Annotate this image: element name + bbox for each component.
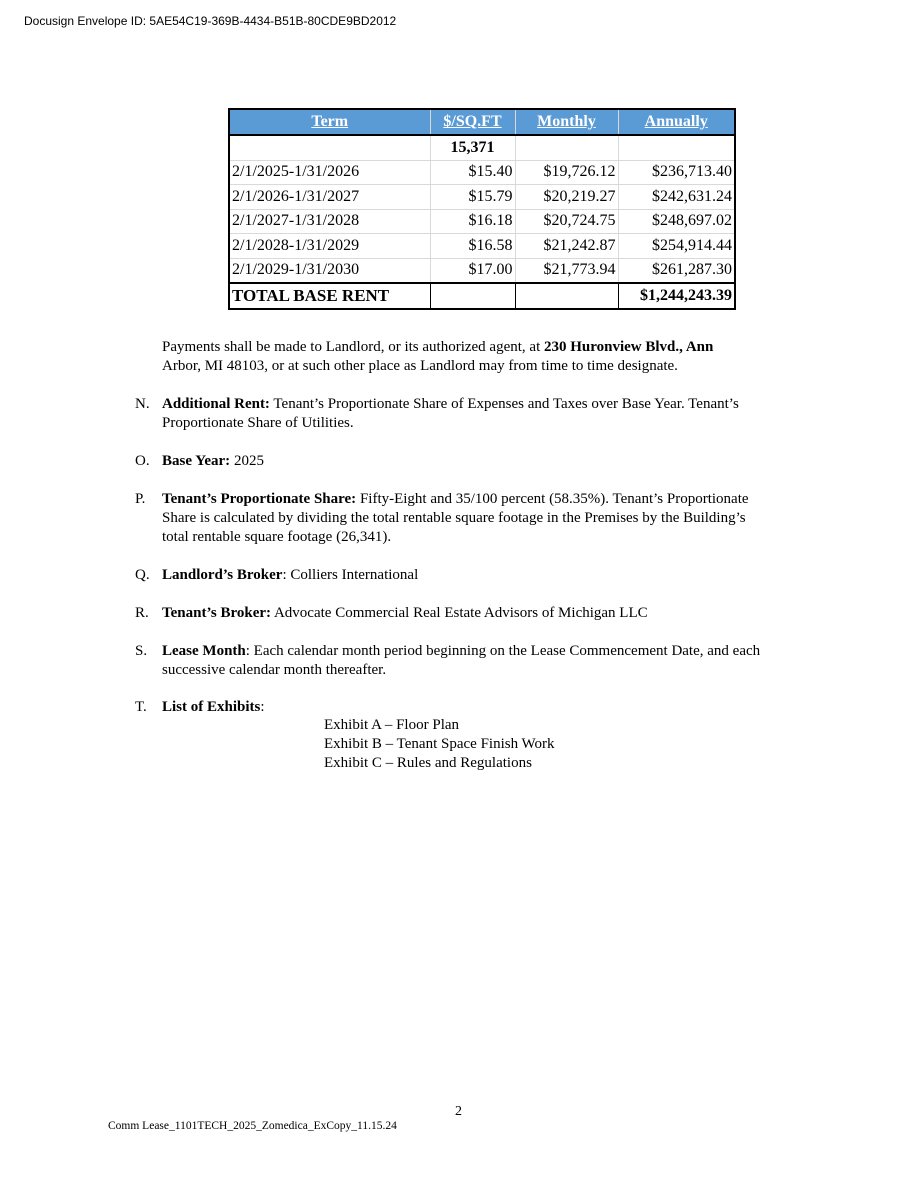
item-label: Landlord’s Broker <box>162 567 283 583</box>
psf-cell: $15.79 <box>430 185 515 210</box>
total-row <box>229 283 735 309</box>
item-letter: O. <box>135 453 150 469</box>
exhibit-c: Exhibit C – Rules and Regulations <box>324 755 532 771</box>
item-text: : Colliers International <box>282 567 419 583</box>
payments-address: 230 Huronview Blvd., Ann <box>543 339 714 355</box>
header-psf: $/SQ.FT <box>430 109 515 135</box>
monthly-cell: $21,242.87 <box>515 234 618 259</box>
item-tenant-broker <box>135 604 825 623</box>
square-feet-row <box>229 135 735 160</box>
item-label: Tenant’s Proportionate Share: <box>162 491 357 507</box>
exhibit-b: Exhibit B – Tenant Space Finish Work <box>324 736 555 752</box>
item-landlord-broker <box>135 566 825 585</box>
item-list-of-exhibits <box>135 698 825 717</box>
psf-cell: $16.58 <box>430 234 515 259</box>
item-lease-month <box>135 642 825 680</box>
table-cell <box>515 135 618 160</box>
item-label: Tenant’s Broker: <box>162 605 272 621</box>
term-cell: 2/1/2026-1/31/2027 <box>229 185 430 210</box>
item-text: Share is calculated by dividing the total rentable square footage in the Premises by the Building’s <box>162 510 746 526</box>
monthly-cell: $21,773.94 <box>515 258 618 283</box>
item-label: Additional Rent: <box>162 396 270 412</box>
exhibit-a: Exhibit A – Floor Plan <box>324 717 460 733</box>
term-cell: 2/1/2027-1/31/2028 <box>229 209 430 234</box>
item-text: 2025 <box>230 453 264 469</box>
monthly-cell: $20,724.75 <box>515 209 618 234</box>
annually-cell: $254,914.44 <box>618 234 735 259</box>
item-letter: R. <box>135 605 149 621</box>
total-value: $1,244,243.39 <box>618 283 735 309</box>
item-letter: Q. <box>135 567 150 583</box>
item-base-year <box>135 452 825 471</box>
monthly-cell: $19,726.12 <box>515 160 618 185</box>
item-text: : <box>260 699 265 715</box>
item-text: Tenant’s Proportionate Share of Expenses and Taxes over Base Year. Tenant’s <box>269 396 739 412</box>
item-label: Base Year: <box>162 453 231 469</box>
table-header-row <box>229 109 735 135</box>
table-row <box>229 160 735 185</box>
table-row <box>229 185 735 210</box>
payments-text-line2: Arbor, MI 48103, or at such other place as Landlord may from time to time designate. <box>162 358 678 374</box>
table-row <box>229 209 735 234</box>
item-text: : Each calendar month period beginning on the Lease Commencement Date, and each <box>245 643 761 659</box>
item-label: List of Exhibits <box>162 699 261 715</box>
item-letter: T. <box>135 699 147 715</box>
envelope-id: Docusign Envelope ID: 5AE54C19-369B-4434-B51B-80CDE9BD2012 <box>24 14 397 28</box>
item-letter: P. <box>135 491 146 507</box>
total-label: TOTAL BASE RENT <box>229 283 430 309</box>
table-cell <box>229 135 430 160</box>
table-cell <box>515 283 618 309</box>
term-cell: 2/1/2025-1/31/2026 <box>229 160 430 185</box>
annually-cell: $236,713.40 <box>618 160 735 185</box>
item-text: Fifty-Eight and 35/100 percent (58.35%). Tenant’s Proportionate <box>356 491 749 507</box>
rent-table-container <box>228 108 746 310</box>
table-cell <box>618 135 735 160</box>
item-letter: S. <box>135 643 148 659</box>
monthly-cell: $20,219.27 <box>515 185 618 210</box>
payments-text: Payments shall be made to Landlord, or its authorized agent, at <box>162 339 544 355</box>
table-cell <box>430 283 515 309</box>
item-letter: N. <box>135 396 150 412</box>
item-label: Lease Month <box>162 643 246 659</box>
base-rent-table <box>228 108 736 310</box>
item-additional-rent <box>135 395 825 433</box>
header-annually: Annually <box>618 109 735 135</box>
item-text: Advocate Commercial Real Estate Advisors of Michigan LLC <box>271 605 648 621</box>
item-text: successive calendar month thereafter. <box>162 662 387 678</box>
item-text: Proportionate Share of Utilities. <box>162 415 354 431</box>
term-cell: 2/1/2029-1/31/2030 <box>229 258 430 283</box>
annually-cell: $261,287.30 <box>618 258 735 283</box>
document-footer: Comm Lease_1101TECH_2025_Zomedica_ExCopy_11.15.24 <box>108 1120 397 1132</box>
header-monthly: Monthly <box>515 109 618 135</box>
psf-cell: $15.40 <box>430 160 515 185</box>
item-text: total rentable square footage (26,341). <box>162 529 392 545</box>
table-row <box>229 234 735 259</box>
header-term: Term <box>229 109 430 135</box>
square-feet-value: 15,371 <box>430 135 515 160</box>
term-cell: 2/1/2028-1/31/2029 <box>229 234 430 259</box>
payments-paragraph <box>162 338 713 376</box>
exhibit-list <box>324 716 555 773</box>
item-proportionate-share <box>135 490 825 547</box>
annually-cell: $242,631.24 <box>618 185 735 210</box>
psf-cell: $16.18 <box>430 209 515 234</box>
psf-cell: $17.00 <box>430 258 515 283</box>
table-row <box>229 258 735 283</box>
page-number: 2 <box>455 1104 462 1119</box>
annually-cell: $248,697.02 <box>618 209 735 234</box>
